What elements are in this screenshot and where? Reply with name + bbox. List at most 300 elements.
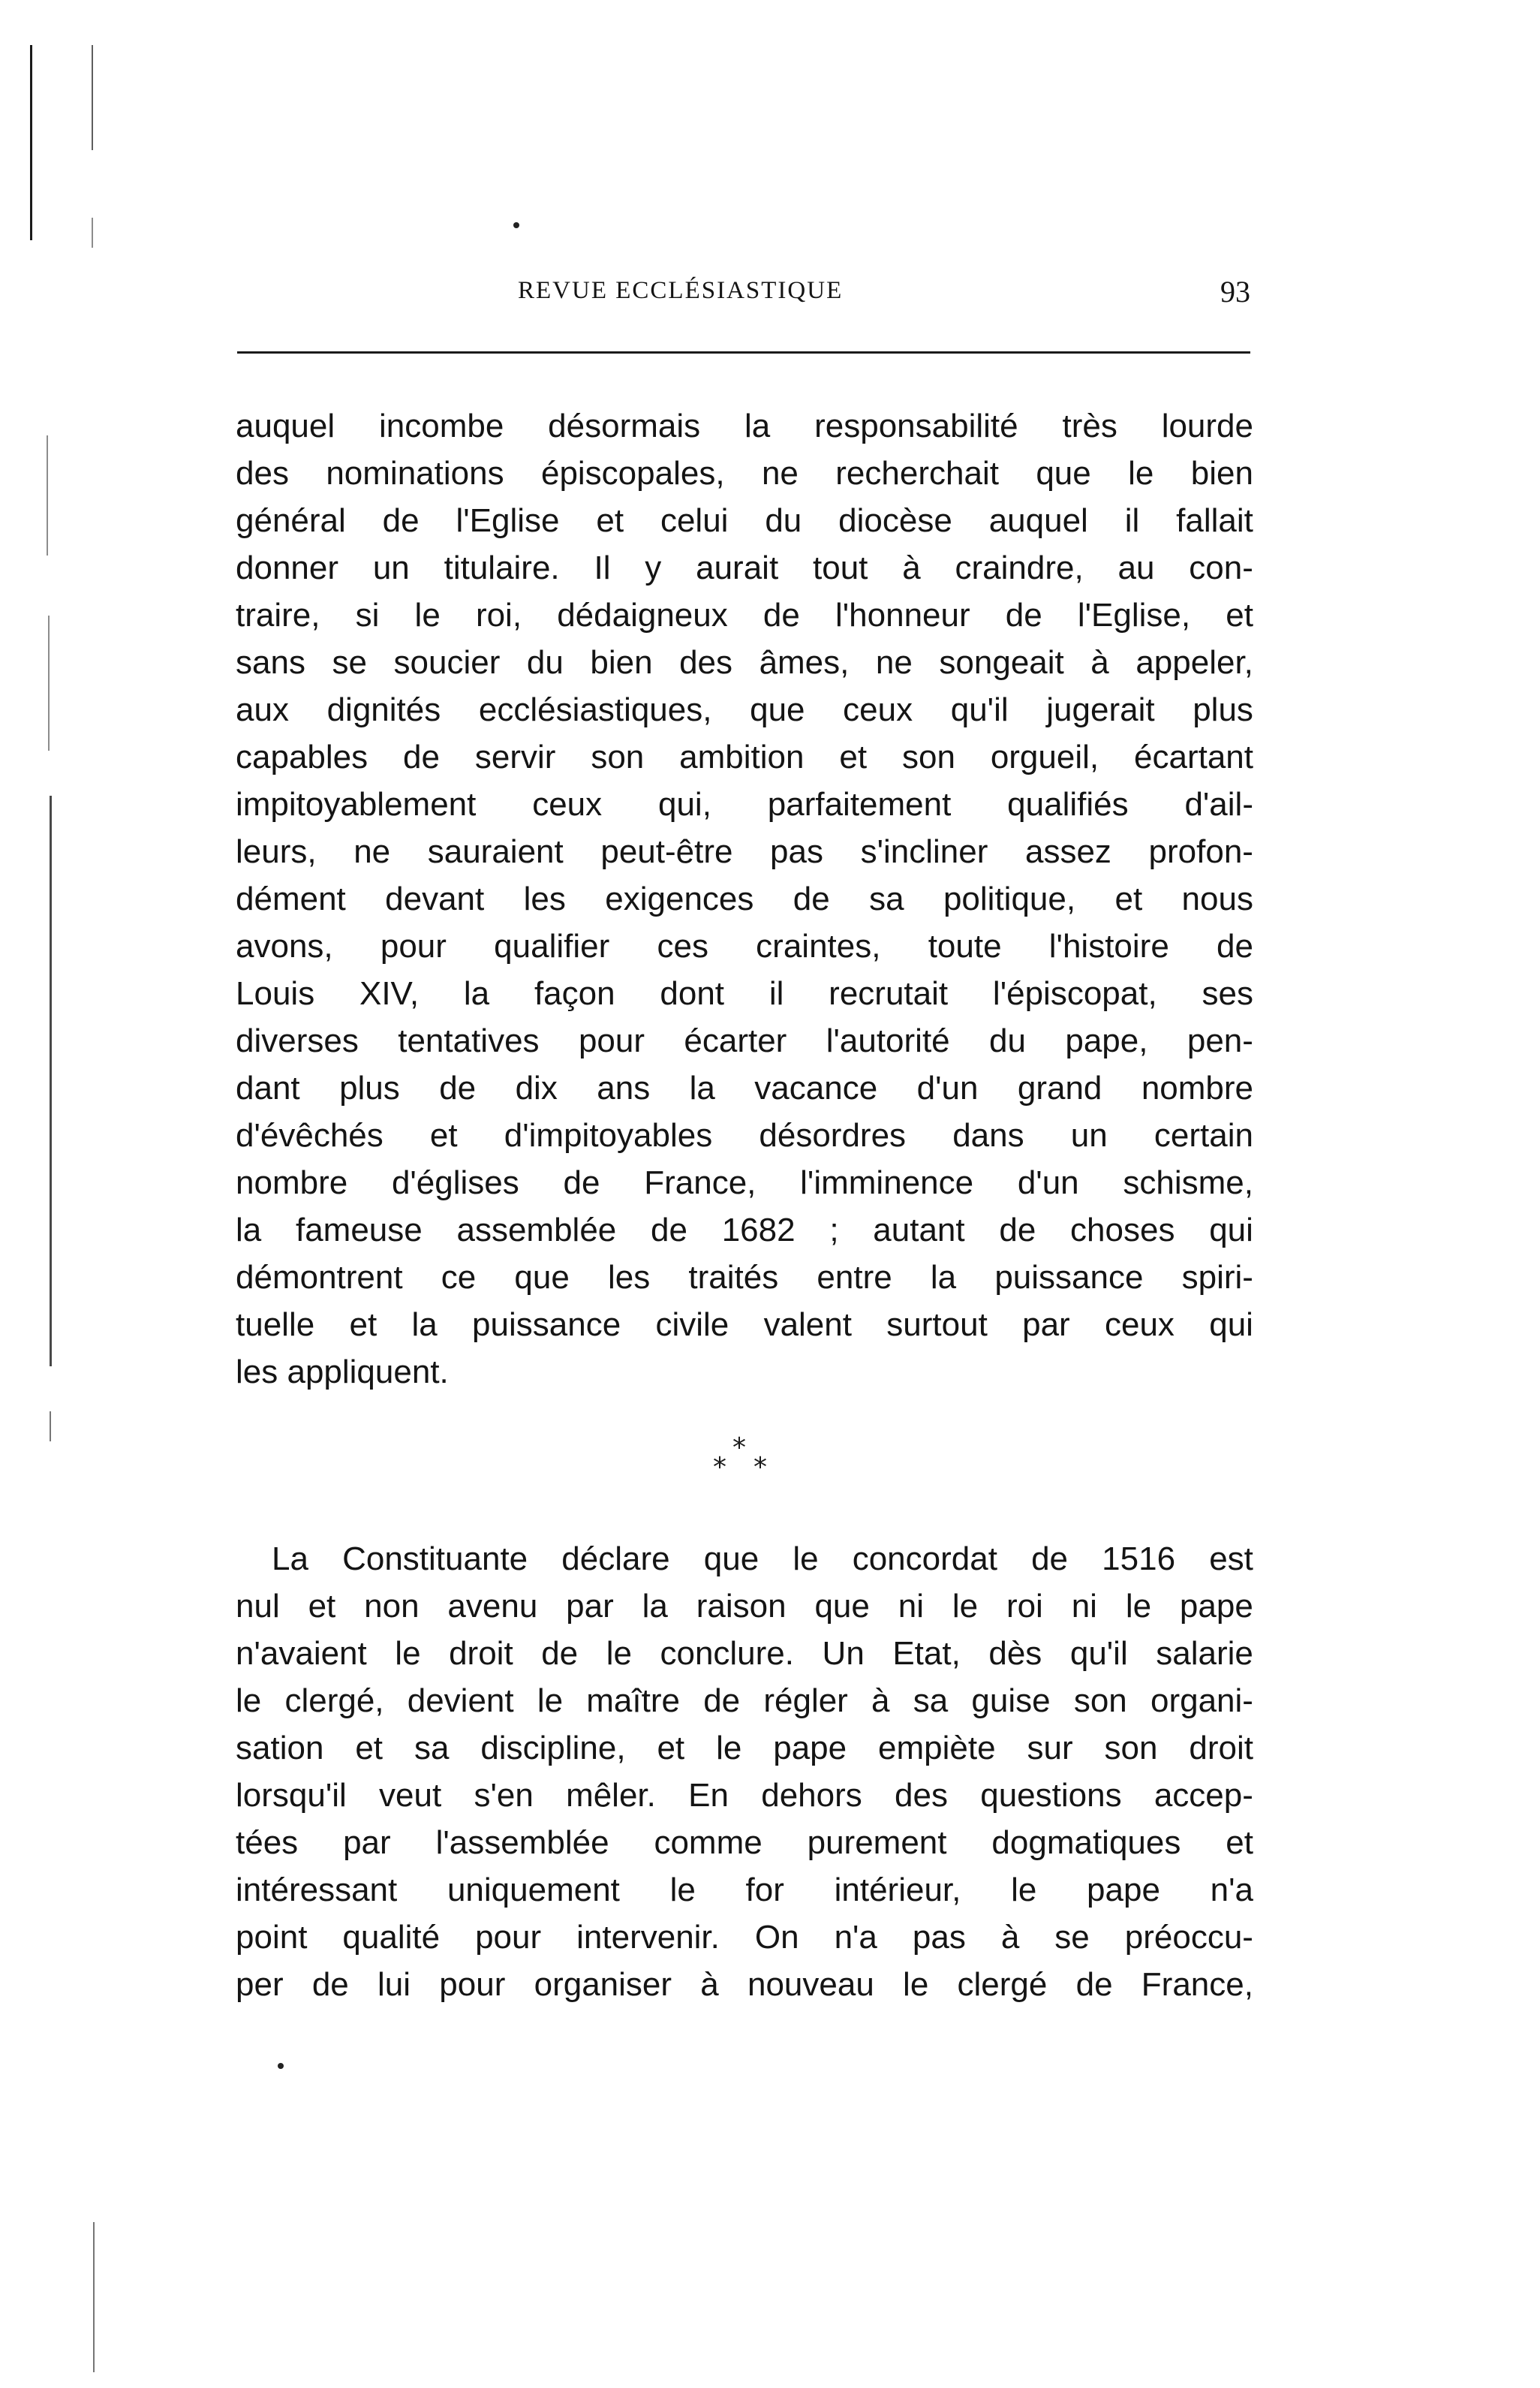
word: et	[1226, 597, 1253, 634]
word: dix	[515, 1070, 558, 1107]
word: qualifier	[494, 928, 610, 965]
word: ecclésiastiques,	[478, 691, 712, 728]
word: au	[1117, 550, 1155, 586]
word: du	[526, 644, 564, 681]
text-line	[236, 828, 1253, 875]
word: auquel	[236, 408, 335, 444]
word: le	[903, 1966, 929, 2003]
word: ceux	[532, 786, 603, 823]
text-line	[236, 592, 1253, 639]
page-number: 93	[1220, 275, 1250, 309]
word: le	[1011, 1872, 1037, 1908]
word: lorsqu'il	[236, 1777, 347, 1814]
word: qualifiés	[1007, 786, 1129, 823]
word: par	[566, 1588, 614, 1625]
word: la	[930, 1259, 957, 1296]
word: diocèse	[838, 502, 952, 539]
word: recherchait	[835, 455, 999, 492]
word: de	[439, 1070, 477, 1107]
word: ni	[1071, 1588, 1097, 1625]
word: que	[514, 1259, 570, 1296]
word: nouveau	[747, 1966, 874, 2003]
word: Constituante	[342, 1540, 528, 1577]
word: organi-	[1150, 1682, 1253, 1719]
asterisk: *	[753, 1452, 767, 1483]
word: discipline,	[480, 1730, 626, 1766]
word: aurait	[696, 550, 779, 586]
word: assez	[1024, 833, 1111, 870]
word: et	[355, 1730, 383, 1766]
word: concordat	[852, 1540, 997, 1577]
word: puissance	[472, 1306, 621, 1343]
word: pas	[770, 833, 823, 870]
text-line	[236, 686, 1253, 733]
word: ;	[829, 1212, 839, 1248]
text-line	[236, 1961, 1253, 2008]
word: s'incliner	[860, 833, 988, 870]
scan-edge-mark	[93, 2222, 95, 2372]
word: l'Eglise,	[1077, 597, 1191, 634]
word: le	[952, 1588, 979, 1625]
word: et	[839, 739, 868, 775]
word: sauraient	[427, 833, 564, 870]
text-line	[236, 923, 1253, 970]
word: l'histoire	[1048, 928, 1169, 965]
word: valent	[763, 1306, 852, 1343]
word: déclare	[561, 1540, 670, 1577]
word: le	[395, 1635, 421, 1672]
word: dès	[988, 1635, 1042, 1672]
word: du	[765, 502, 802, 539]
scan-edge-mark	[50, 1411, 51, 1441]
word: Un	[822, 1635, 865, 1672]
text-line: les appliquent.	[236, 1354, 449, 1390]
word: sa	[913, 1682, 949, 1719]
text-line	[236, 1535, 1253, 1582]
word: et	[308, 1588, 336, 1625]
word: Il	[594, 550, 611, 586]
word: son	[1073, 1682, 1127, 1719]
word: non	[364, 1588, 420, 1625]
text-line	[236, 1065, 1253, 1112]
word: n'a	[1210, 1872, 1253, 1908]
word: et	[349, 1306, 377, 1343]
word: il	[1124, 502, 1140, 539]
word: nombre	[236, 1164, 348, 1201]
word: politique,	[943, 881, 1076, 917]
word: nul	[236, 1588, 280, 1625]
text-line	[236, 1819, 1253, 1866]
word: la	[744, 408, 771, 444]
word: autant	[873, 1212, 965, 1248]
text-line	[236, 1206, 1253, 1254]
paragraph-1	[236, 402, 1253, 1396]
word: n'avaient	[236, 1635, 367, 1672]
word: et	[1114, 881, 1143, 917]
word: orgueil,	[990, 739, 1099, 775]
word: pas	[912, 1919, 966, 1956]
word: à	[700, 1966, 719, 2003]
word: tentatives	[398, 1022, 540, 1059]
word: intervenir.	[576, 1919, 720, 1956]
word: son	[901, 739, 955, 775]
word: diverses	[236, 1022, 359, 1059]
stray-dot	[278, 2063, 284, 2069]
word: devant	[385, 881, 485, 917]
text-line	[236, 733, 1253, 781]
word: questions	[980, 1777, 1122, 1814]
word: ces	[657, 928, 708, 965]
word: salarie	[1156, 1635, 1253, 1672]
text-line	[236, 875, 1253, 923]
word: assemblée	[456, 1212, 617, 1248]
scan-edge-mark	[92, 218, 93, 248]
word: roi	[1006, 1588, 1043, 1625]
word: bien	[1190, 455, 1253, 492]
stray-dot	[513, 222, 519, 228]
scan-edge-mark	[50, 796, 52, 1366]
word: le	[606, 1635, 632, 1672]
word: qui	[1209, 1212, 1253, 1248]
word: vacance	[754, 1070, 878, 1107]
word: de	[382, 502, 420, 539]
word: le	[1128, 455, 1154, 492]
word: En	[688, 1777, 729, 1814]
word: surtout	[886, 1306, 988, 1343]
word: d'ail-	[1184, 786, 1253, 823]
word: traités	[688, 1259, 779, 1296]
word: de	[311, 1966, 349, 2003]
word: qui	[1209, 1306, 1253, 1343]
word: le	[669, 1872, 696, 1908]
word: dont	[660, 975, 725, 1012]
word: organiser	[534, 1966, 672, 2003]
word: schisme,	[1123, 1164, 1253, 1201]
word: titulaire.	[444, 550, 560, 586]
word: choses	[1070, 1212, 1175, 1248]
word: purement	[807, 1824, 947, 1861]
word: entre	[817, 1259, 892, 1296]
word: le	[793, 1540, 819, 1577]
word: dément	[236, 881, 346, 917]
word: raison	[696, 1588, 787, 1625]
word: et	[596, 502, 624, 539]
word: exigences	[605, 881, 754, 917]
word: si	[355, 597, 380, 634]
text-line	[236, 497, 1253, 544]
word: par	[343, 1824, 391, 1861]
word: 1682	[721, 1212, 796, 1248]
word: la	[689, 1070, 715, 1107]
text-line	[236, 1254, 1253, 1301]
word: à	[1000, 1919, 1020, 1956]
word: droit	[449, 1635, 513, 1672]
word: traire,	[236, 597, 320, 634]
scan-edge-mark	[92, 45, 93, 150]
word: uniquement	[447, 1872, 620, 1908]
word: des	[679, 644, 733, 681]
word: dogmatiques	[991, 1824, 1181, 1861]
word: devient	[407, 1682, 514, 1719]
word: Etat,	[892, 1635, 961, 1672]
scan-edge-mark	[47, 435, 48, 556]
word: for	[745, 1872, 784, 1908]
word: lourde	[1161, 408, 1253, 444]
word: ans	[597, 1070, 651, 1107]
word: pour	[380, 928, 447, 965]
scan-edge-mark	[30, 45, 32, 240]
text-line	[236, 544, 1253, 592]
word: ambition	[679, 739, 805, 775]
word: la	[463, 975, 490, 1012]
word: ce	[441, 1259, 477, 1296]
word: les	[523, 881, 566, 917]
word: désordres	[759, 1117, 907, 1154]
word: écarter	[684, 1022, 787, 1059]
word: droit	[1189, 1730, 1253, 1766]
running-title: REVUE ECCLÉSIASTIQUE	[518, 277, 844, 304]
word: qu'il	[950, 691, 1009, 728]
word: ne	[353, 833, 391, 870]
text-line	[236, 1772, 1253, 1819]
word: écartant	[1134, 739, 1253, 775]
word: pour	[439, 1966, 506, 2003]
word: est	[1209, 1540, 1253, 1577]
word: impitoyablement	[236, 786, 477, 823]
word: sation	[236, 1730, 324, 1766]
word: tout	[813, 550, 868, 586]
word: que	[750, 691, 805, 728]
scan-edge-mark	[48, 616, 50, 751]
word: peut-être	[600, 833, 733, 870]
word: se	[1054, 1919, 1090, 1956]
word: de	[563, 1164, 600, 1201]
word: préoccu-	[1124, 1919, 1253, 1956]
word: sa	[414, 1730, 450, 1766]
word: On	[754, 1919, 799, 1956]
word: ses	[1202, 975, 1253, 1012]
word: per	[236, 1966, 284, 2003]
word: de	[403, 739, 440, 775]
word: se	[332, 644, 367, 681]
word: certain	[1153, 1117, 1253, 1154]
word: avons,	[236, 928, 333, 965]
word: de	[793, 881, 830, 917]
word: mêler.	[566, 1777, 656, 1814]
word: empiète	[878, 1730, 996, 1766]
word: épiscopales,	[540, 455, 725, 492]
word: capables	[236, 739, 368, 775]
word: à	[871, 1682, 890, 1719]
word: servir	[474, 739, 556, 775]
text-line	[236, 970, 1253, 1017]
text-line	[236, 1724, 1253, 1772]
word: leurs,	[236, 833, 317, 870]
word: comme	[654, 1824, 762, 1861]
word: la	[411, 1306, 438, 1343]
word: un	[1070, 1117, 1108, 1154]
word: toute	[928, 928, 1002, 965]
text-line	[236, 1301, 1253, 1348]
word: l'imminence	[800, 1164, 974, 1201]
word: des	[895, 1777, 948, 1814]
word: de	[651, 1212, 687, 1248]
word: 1516	[1102, 1540, 1176, 1577]
word: des	[236, 455, 289, 492]
text-line	[236, 1677, 1253, 1724]
word: l'autorité	[826, 1022, 950, 1059]
word: son	[1104, 1730, 1158, 1766]
word: de	[1005, 597, 1042, 634]
word: France,	[1141, 1966, 1253, 2003]
word: sa	[869, 881, 904, 917]
word: de	[1217, 928, 1253, 965]
word: le	[236, 1682, 262, 1719]
word: pour	[578, 1022, 645, 1059]
asterisk: *	[713, 1452, 726, 1483]
text-line	[236, 450, 1253, 497]
word: craindre,	[955, 550, 1084, 586]
word: ne	[761, 455, 799, 492]
word: lui	[377, 1966, 411, 2003]
word: fameuse	[295, 1212, 423, 1248]
word: qu'il	[1069, 1635, 1128, 1672]
word: dédaigneux	[557, 597, 728, 634]
word: à	[902, 550, 921, 586]
word: plus	[339, 1070, 400, 1107]
word: responsabilité	[814, 408, 1018, 444]
word: de	[1075, 1966, 1113, 2003]
word: l'Eglise	[456, 502, 560, 539]
word: maître	[586, 1682, 680, 1719]
word: tuelle	[236, 1306, 315, 1343]
word: pape	[1087, 1872, 1160, 1908]
word: accep-	[1153, 1777, 1253, 1814]
paragraph-2	[236, 1535, 1253, 2008]
text-line	[236, 781, 1253, 828]
word: avenu	[447, 1588, 538, 1625]
word: clergé	[957, 1966, 1048, 2003]
word: l'honneur	[835, 597, 970, 634]
word: d'un	[916, 1070, 979, 1107]
word: d'évêchés	[236, 1117, 383, 1154]
text-line	[236, 1017, 1253, 1065]
word: y	[645, 550, 662, 586]
word: son	[591, 739, 645, 775]
word: intérieur,	[834, 1872, 961, 1908]
word: tées	[236, 1824, 299, 1861]
word: jugerait	[1046, 691, 1155, 728]
asterisk: *	[732, 1432, 746, 1463]
word: l'épiscopat,	[992, 975, 1157, 1012]
word: craintes,	[756, 928, 881, 965]
word: un	[372, 550, 410, 586]
word: n'a	[834, 1919, 877, 1956]
word: point	[236, 1919, 308, 1956]
word: très	[1062, 408, 1117, 444]
word: pape	[1179, 1588, 1253, 1625]
word: façon	[534, 975, 615, 1012]
text-line	[236, 1582, 1253, 1630]
word: parfaitement	[767, 786, 952, 823]
text-line	[236, 639, 1253, 686]
word: roi,	[475, 597, 522, 634]
word: qualité	[342, 1919, 441, 1956]
word: fallait	[1176, 502, 1253, 539]
word: du	[989, 1022, 1026, 1059]
word: intéressant	[236, 1872, 398, 1908]
word: dignités	[326, 691, 441, 728]
word: profon-	[1148, 833, 1253, 870]
text-line	[236, 402, 1253, 450]
word: il	[768, 975, 784, 1012]
word: dant	[236, 1070, 300, 1107]
word: sur	[1027, 1730, 1073, 1766]
word: grand	[1017, 1070, 1102, 1107]
word: à	[1090, 644, 1109, 681]
word: que	[1036, 455, 1091, 492]
word: nous	[1181, 881, 1253, 917]
word: d'un	[1017, 1164, 1079, 1201]
word: de	[703, 1682, 741, 1719]
word: général	[236, 502, 346, 539]
text-line	[236, 1112, 1253, 1159]
word: dans	[952, 1117, 1024, 1154]
word: pour	[475, 1919, 542, 1956]
text-line	[236, 1914, 1253, 1961]
word: plus	[1193, 691, 1253, 728]
word: et	[1226, 1824, 1253, 1861]
word: que	[814, 1588, 870, 1625]
word: de	[541, 1635, 579, 1672]
running-header	[237, 274, 1250, 319]
word: recrutait	[829, 975, 949, 1012]
word: par	[1022, 1306, 1070, 1343]
word: XIV,	[359, 975, 420, 1012]
word: qui,	[657, 786, 711, 823]
word: civile	[655, 1306, 729, 1343]
word: ni	[898, 1588, 924, 1625]
word: songeait	[939, 644, 1064, 681]
word: démontrent	[236, 1259, 403, 1296]
word: France,	[644, 1164, 756, 1201]
word: désormais	[548, 408, 701, 444]
word: Louis	[236, 975, 315, 1012]
word: La	[272, 1540, 308, 1577]
text-line	[236, 1630, 1253, 1677]
word: le	[716, 1730, 742, 1766]
word: veut	[379, 1777, 442, 1814]
word: d'impitoyables	[504, 1117, 713, 1154]
text-line	[236, 1159, 1253, 1206]
word: et	[657, 1730, 685, 1766]
word: dehors	[761, 1777, 862, 1814]
word: régler	[763, 1682, 848, 1719]
word: le	[1125, 1588, 1152, 1625]
word: bien	[590, 644, 653, 681]
word: les	[608, 1259, 651, 1296]
word: âmes,	[759, 644, 850, 681]
word: l'assemblée	[435, 1824, 609, 1861]
word: celui	[660, 502, 729, 539]
word: sans	[236, 644, 305, 681]
word: la	[236, 1212, 262, 1248]
word: nombre	[1141, 1070, 1253, 1107]
word: clergé,	[284, 1682, 384, 1719]
word: pen-	[1187, 1022, 1253, 1059]
word: le	[537, 1682, 564, 1719]
word: spiri-	[1181, 1259, 1253, 1296]
